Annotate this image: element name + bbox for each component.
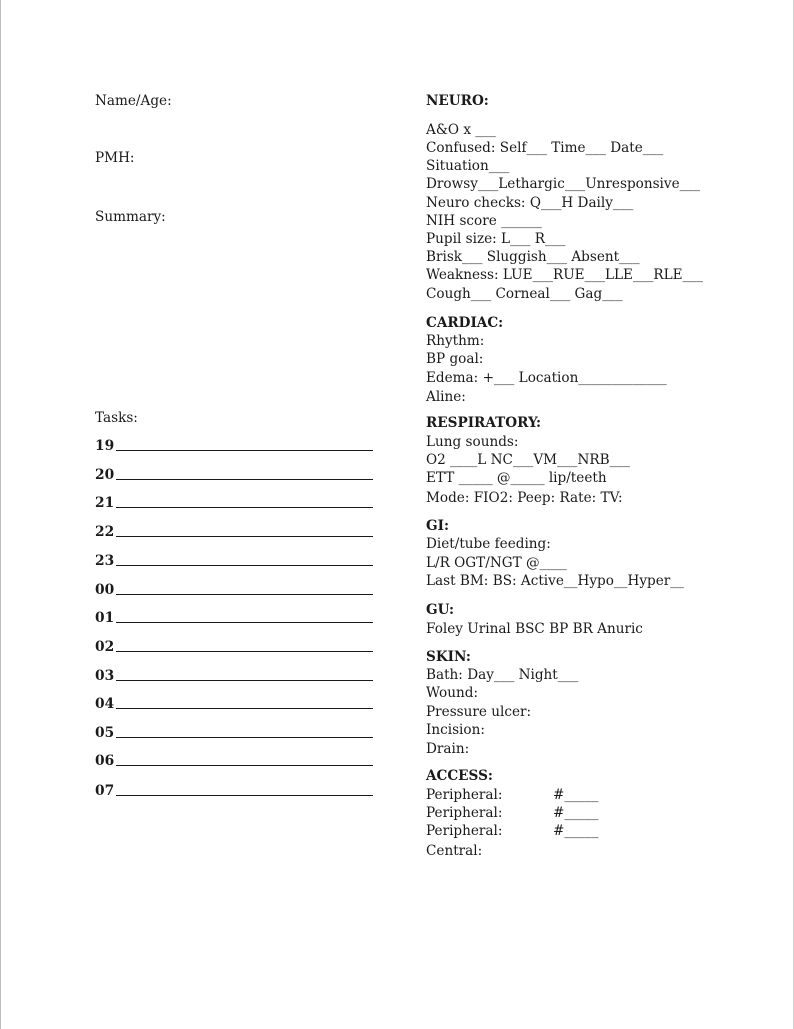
access-peripheral-number: #_____ <box>553 805 599 821</box>
task-row <box>95 752 373 772</box>
task-hour: 23 <box>95 553 115 569</box>
task-hour: 20 <box>95 467 115 483</box>
tasks-label: Tasks: <box>95 410 138 426</box>
task-blank-line <box>116 594 373 595</box>
task-blank-line <box>116 680 373 681</box>
task-row <box>95 437 373 457</box>
task-hour: 07 <box>95 783 115 799</box>
cardiac-line: Aline: <box>426 389 466 405</box>
neuro-line: A&O x ___ <box>426 122 496 138</box>
respiratory-line: O2 ____L NC___VM___NRB___ <box>426 452 630 468</box>
gi-line: L/R OGT/NGT @____ <box>426 555 567 571</box>
task-blank-line <box>116 536 373 537</box>
task-row <box>95 494 373 514</box>
cardiac-line: Rhythm: <box>426 333 485 349</box>
task-row <box>95 466 373 486</box>
cardiac-line: Edema: +___ Location_____________ <box>426 370 667 386</box>
task-blank-line <box>116 565 373 566</box>
task-row <box>95 638 373 658</box>
access-peripheral-label: Peripheral: <box>426 805 503 821</box>
skin-header: SKIN: <box>426 649 471 665</box>
task-row <box>95 552 373 572</box>
task-hour: 01 <box>95 610 115 626</box>
gi-line: Diet/tube feeding: <box>426 536 551 552</box>
respiratory-line: ETT _____ @_____ lip/teeth <box>426 470 607 486</box>
skin-line: Incision: <box>426 722 485 738</box>
neuro-header: NEURO: <box>426 93 489 109</box>
task-row <box>95 695 373 715</box>
task-row <box>95 782 373 802</box>
task-row <box>95 724 373 744</box>
neuro-line: Neuro checks: Q___H Daily___ <box>426 195 634 211</box>
access-peripheral-label: Peripheral: <box>426 823 503 839</box>
task-hour: 02 <box>95 639 115 655</box>
gi-header: GI: <box>426 518 449 534</box>
access-peripheral-number: #_____ <box>553 823 599 839</box>
neuro-line: Weakness: LUE___RUE___LLE___RLE___ <box>426 267 703 283</box>
summary-label: Summary: <box>95 209 166 225</box>
task-hour: 06 <box>95 753 115 769</box>
access-header: ACCESS: <box>426 768 493 784</box>
skin-line: Bath: Day___ Night___ <box>426 667 579 683</box>
task-hour: 00 <box>95 582 115 598</box>
respiratory-line: Lung sounds: <box>426 434 519 450</box>
skin-line: Wound: <box>426 685 479 701</box>
skin-line: Drain: <box>426 741 470 757</box>
task-blank-line <box>116 765 373 766</box>
gu-header: GU: <box>426 602 454 618</box>
access-peripheral-number: #_____ <box>553 787 599 803</box>
task-hour: 05 <box>95 725 115 741</box>
cardiac-header: CARDIAC: <box>426 315 504 331</box>
task-row <box>95 523 373 543</box>
neuro-line: Pupil size: L___ R___ <box>426 231 566 247</box>
task-hour: 03 <box>95 668 115 684</box>
gu-line: Foley Urinal BSC BP BR Anuric <box>426 621 643 637</box>
access-peripheral-label: Peripheral: <box>426 787 503 803</box>
task-blank-line <box>116 479 373 480</box>
neuro-line: Brisk___ Sluggish___ Absent___ <box>426 249 640 265</box>
neuro-line: Situation___ <box>426 158 510 174</box>
neuro-line: NIH score ______ <box>426 213 542 229</box>
task-row <box>95 609 373 629</box>
task-hour: 22 <box>95 524 115 540</box>
task-blank-line <box>116 507 373 508</box>
task-hour: 04 <box>95 696 115 712</box>
task-row <box>95 581 373 601</box>
task-hour: 19 <box>95 438 115 454</box>
task-blank-line <box>116 795 373 796</box>
pmh-label: PMH: <box>95 150 135 166</box>
skin-line: Pressure ulcer: <box>426 704 532 720</box>
task-blank-line <box>116 708 373 709</box>
task-blank-line <box>116 737 373 738</box>
neuro-line: Drowsy___Lethargic___Unresponsive___ <box>426 176 701 192</box>
gi-line: Last BM: BS: Active__Hypo__Hyper__ <box>426 573 684 589</box>
task-blank-line <box>116 450 373 451</box>
name-age-label: Name/Age: <box>95 93 172 109</box>
task-row <box>95 667 373 687</box>
respiratory-line: Mode: FIO2: Peep: Rate: TV: <box>426 490 623 506</box>
task-blank-line <box>116 651 373 652</box>
access-central-label: Central: <box>426 843 483 859</box>
respiratory-header: RESPIRATORY: <box>426 415 542 431</box>
task-blank-line <box>116 622 373 623</box>
task-hour: 21 <box>95 495 115 511</box>
neuro-line: Cough___ Corneal___ Gag___ <box>426 286 623 302</box>
neuro-line: Confused: Self___ Time___ Date___ <box>426 140 664 156</box>
page-left-border <box>0 0 1 1029</box>
cardiac-line: BP goal: <box>426 351 484 367</box>
